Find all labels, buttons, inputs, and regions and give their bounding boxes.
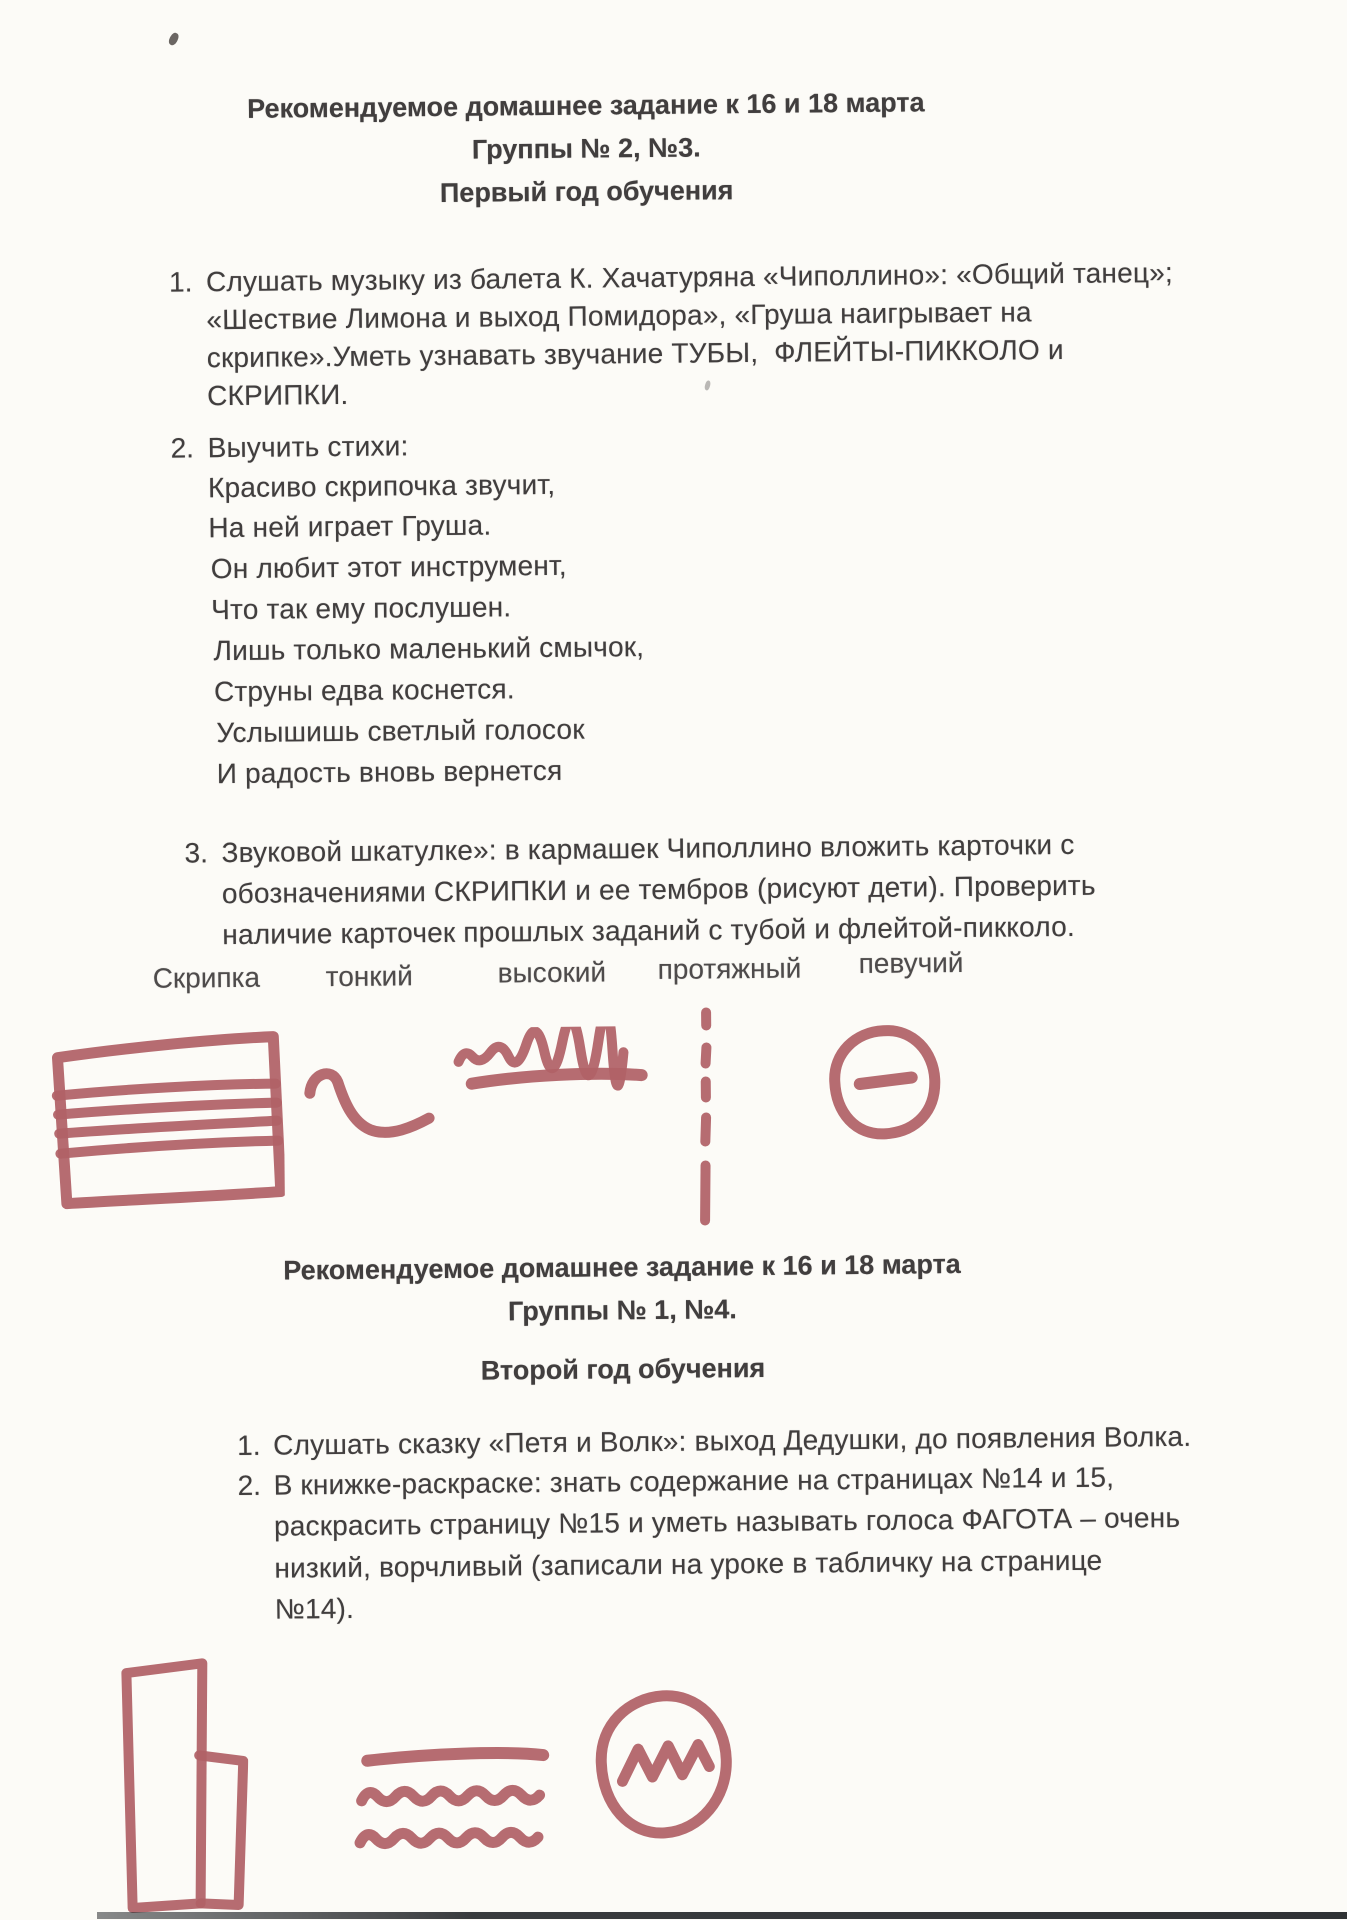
- card-label-melodious: певучий: [858, 946, 964, 979]
- list1-item3-number: 3.: [184, 837, 209, 869]
- list1-item3-line: обозначениями СКРИПКИ и ее тембров (рисуют дети). Проверить: [221, 869, 1096, 910]
- list1-item1-line: Слушать музыку из балета К. Хачатуряна «Чиполлино»: «Общий танец»;: [205, 256, 1174, 298]
- list2-item1-number: 1.: [237, 1429, 261, 1461]
- list2-item2-line: раскрасить страницу №15 и уметь называть голоса ФАГОТА – очень: [273, 1501, 1181, 1542]
- zigzag-over-line-icon: [453, 1026, 649, 1098]
- list1-item2-number: 2.: [170, 432, 195, 464]
- poem-line: Услышишь светлый голосок: [216, 713, 585, 749]
- section2-subtitle: Второй год обучения: [480, 1352, 766, 1386]
- section1-title-line1: Рекомендуемое домашнее задание к 16 и 18 марта: [247, 87, 925, 124]
- section2-subtitle-block: [0, 1342, 1297, 1398]
- poem-line: Лишь только маленький смычок,: [213, 631, 645, 667]
- section2-title-line2: Группы № 1, №4.: [507, 1294, 737, 1327]
- list2-item1-line: Слушать сказку «Петя и Волк»: выход Дедушки, до появления Волка.: [273, 1420, 1192, 1461]
- scanner-edge-artifact: [97, 1912, 1347, 1919]
- list2-item2-line: низкий, ворчливый (записали на уроке в табличку на странице: [274, 1544, 1103, 1584]
- section1-title-line3: Первый год обучения: [439, 175, 734, 208]
- section2-title-line1: Рекомендуемое домашнее задание к 16 и 18 марта: [283, 1249, 961, 1286]
- card-label-violin: Скрипка: [152, 961, 261, 994]
- line-over-two-waves-icon: [353, 1743, 554, 1869]
- section1-title-block: [0, 78, 1260, 220]
- circle-with-dash-icon: [827, 1021, 942, 1142]
- list1-item2-line: Выучить стихи:: [207, 430, 409, 464]
- list2-item2-line: В книжке-раскраске: знать содержание на страницах №14 и 15,: [273, 1461, 1115, 1501]
- list1-item1-number: 1.: [168, 266, 193, 298]
- card-label-drawn-out: протяжный: [657, 952, 802, 985]
- striped-rectangle-violin-icon: [43, 1024, 285, 1214]
- scan-speck: [704, 380, 711, 391]
- card-label-high: высокий: [497, 956, 607, 989]
- list1-item3-line: Звуковой шкатулке»: в кармашек Чиполлино вложить карточки с: [221, 828, 1075, 869]
- poem-line: Он любит этот инструмент,: [210, 549, 567, 585]
- poem-line: Что так ему послушен.: [211, 591, 512, 626]
- list1-item1-line: СКРИПКИ.: [206, 378, 349, 412]
- list2-item2-line: №14).: [274, 1592, 355, 1625]
- vertical-dashed-line-icon: [693, 1005, 719, 1227]
- scan-speck: [167, 31, 180, 46]
- thin-wave-curve-icon: [302, 1064, 458, 1143]
- list1-item1-line: «Шествие Лимона и выход Помидора», «Груша наигрывает на: [206, 296, 1032, 336]
- poem-line: На ней играет Груша.: [208, 509, 492, 544]
- two-tall-rectangles-icon: [115, 1656, 249, 1917]
- card-label-thin: тонкий: [325, 960, 413, 993]
- list1-item3-line: наличие карточек прошлых заданий с тубой и флейтой-пикколо.: [222, 910, 1076, 951]
- section2-title-block: [0, 1240, 1296, 1339]
- list1-item1-line: скрипке».Уметь узнавать звучание ТУБЫ, ФЛЕЙТЫ-ПИККОЛО и: [206, 334, 1064, 374]
- poem-line: Красиво скрипочка звучит,: [207, 468, 556, 504]
- circle-with-zigzag-icon: [593, 1687, 736, 1842]
- section1-title-line2: Группы № 2, №3.: [471, 132, 701, 165]
- poem-line: И радость вновь вернется: [216, 754, 563, 790]
- list2-item2-number: 2.: [237, 1469, 262, 1501]
- poem-line: Струны едва коснется.: [213, 673, 515, 708]
